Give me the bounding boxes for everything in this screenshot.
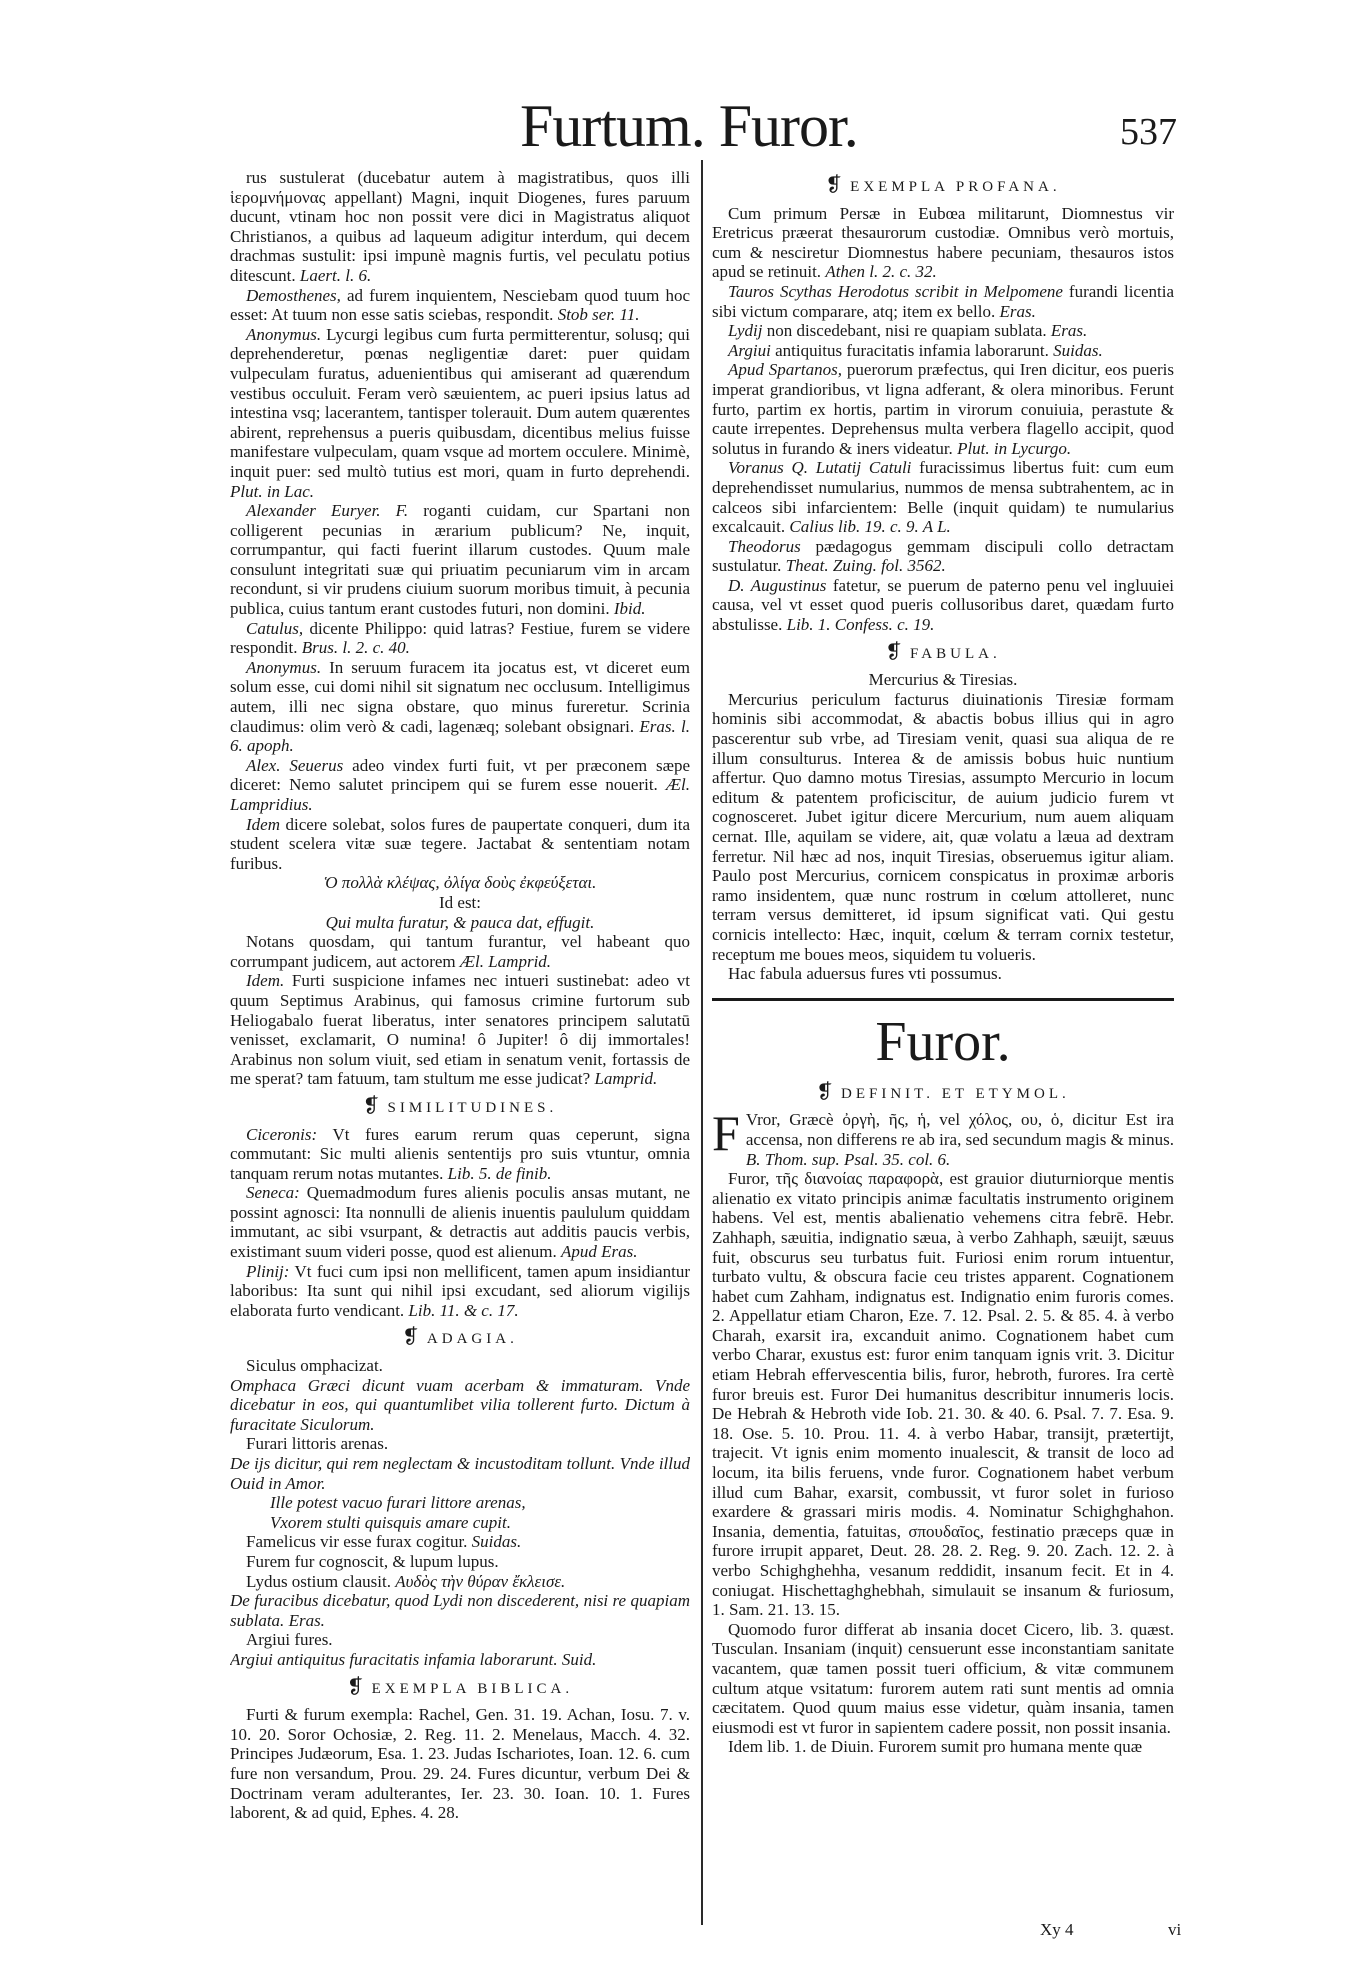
paragraph-text: fatetur, se puerum de paterno penu vel ingluuiei causa, vel vt esset quod pueris collusoribus daret, quædam furto abstulisse. <box>712 575 1174 635</box>
paragraph-text: Furor, τῆς διανοίας παραφορὰ, est grauior diuturniorque mentis alienatio ex vitato principis animæ facultatis instrumento originem habens. Vel est, mentis abalienatio vehemens citra febrē. Hebr. Zahhaph, sæuitia, indignatio sæua, à verbo Zahhaph, sæuijt, sæuus fuit, obscurus seu turbatus fuit. Furiosi enim rorum intuentur, turbato vultu, & obscura facie ceu tristes apparent. Cognationem habet cum Zahham, indignatus est. Indignatio enim furoris comes. 2. Appellatur etiam Charon, Eze. 7. 12. Psal. 2. 5. & 85. 4. à verbo Charah, exarsit ira, excanduit animo. Cognationem habet cum verbo Charar, exustus est: furor enim tanquam ignis vrit. 3. Dicitur etiam Hebrah effervescentia bilis, furor, hebroth, furores. Ira certè furor breuis est. Furor Dei humanitus describitur innumeris locis. De Hebrah & Hebroth vide Iob. 21. 30. & 40. 6. Psal. 7. 7. Esa. 9. 18. Ose. 5. 10. Prou. 11. 4. à verbo Habar, transijt, prætertijt, trajecit. Vt ignis enim momento inualescit, & transit de loco ad locum, ita bilis feruens, vnde furor. Cognationem habet verbum illud cum Bahar, exarsit, combussit, vt furor solet in furioso exardere & grassari miris modis. 4. Nominatur Schighghahon. Insania, dementia, fatuitas, σπουδαῖος, festinatio præceps quæ in furore irrupit apparet, Deut. 28. 28. 2. Reg. 9. 20. Zach. 12. 2. à verbo Schighghehha, vesanum reddidit, insanum fecit. Et in 4. coniugat. Hischettaghghebhah, simulauit se insanum & furiosum, 1. Sam. 21. 13. 15. <box>712 1169 1174 1620</box>
pilcrow-icon: ❡ <box>825 174 843 196</box>
lead-name: Idem. <box>246 971 285 991</box>
page-number: 537 <box>1120 111 1177 153</box>
citation: Lib. 5. de finib. <box>447 1163 552 1183</box>
adagium-item <box>230 1434 690 1454</box>
paragraph-text: pædagogus gemmam discipuli collo detractam sustulatur. <box>712 536 1174 576</box>
lead-name: Lydij <box>728 321 763 341</box>
paragraph-text: Quomodo furor differat ab insania docet Cicero, lib. 3. quæst. Tusculan. Insaniam (inquit) censuerunt esse inconstantiam sanitate vacantem, quæ tamen possit tueri officium, & vitæ communem cultum atque vsitatum: furorem autem rati sunt mentis ad omnia cæcitatem. Quod quum maius esse videtur, quàm insania, tamen eiusmodi est vt furor in sapientem cadere possit, non possit insania. <box>712 1619 1174 1737</box>
adagium-item <box>230 1591 690 1630</box>
pilcrow-icon: ❡ <box>885 640 903 663</box>
heading-fabula: ❡ FABULA. <box>885 640 1001 663</box>
paragraph-text: ad furem inquientem, Nesciebam quod tuum hoc esset: At tuum non esse satis sciebas, respondit. <box>230 285 690 325</box>
right-column <box>712 168 1174 1920</box>
profana-item <box>712 282 1174 321</box>
lead-name: Anonymus. <box>246 657 322 677</box>
paragraph-text: De furacibus dicebatur, quod Lydi non discederent, nisi re quapiam sublata. <box>230 1591 690 1630</box>
paragraph-text: Lydus ostium clausit. <box>246 1571 391 1591</box>
similitudo-item <box>230 1125 690 1184</box>
lead-name: D. Augustinus <box>728 575 827 595</box>
paragraph-text: Vt fuci cum ipsi non mellificent, tamen apum insidiantur laboribus: Ita sunt qui nihil ipsi excudant, sed aliorum vigilijs elaborata furto vendicant. <box>230 1261 690 1320</box>
citation: Suidas. <box>1053 340 1103 360</box>
paragraph-text: rus sustulerat (ducebatur autem à magistratibus, quos illi ἱερομνήμονας appellant) Magni, inquit Diogenes, fures paruum ducunt, vtinam hoc non possit vere dici in Magistratus aliquot Christianos, a quibus ad laqueum adigitur interdum, qui decem drachmas sustulit: ipsi impunè magnis furtis, vel peculatu potius ditescunt. <box>230 168 690 285</box>
adagia-list-c <box>230 1591 690 1669</box>
left-paragraphs-b <box>230 932 690 1089</box>
paragraph-text: antiquitus furacitatis infamia laborarunt. <box>775 340 1049 360</box>
paragraph-text: Vt fures earum rerum quas ceperunt, signa commutant: Sic multi alienis sententijs pro suis vtuntur, omnia tanquam rerum notas mutantes. <box>230 1124 690 1183</box>
lead-name: Plinij: <box>246 1261 290 1281</box>
paragraph-text: puerorum præfectus, qui Iren dicitur, eos pueris imperat grandioribus, vt ligna adferant, & olera minoribus. Ferunt furto, partim ex hortis, partim in virorum conuiuia, perastute & caute irrepentes. Deprehensus multa verbera flagello accipit, quod solutus in furando & iners videatur. <box>712 360 1174 458</box>
citation: Suid. <box>561 1649 597 1669</box>
paragraph-text: dicere solebat, solos fures de paupertate conqueri, dum ita student scelera vitæ suæ tegere. Jactabat & sententiam notam furibus. <box>230 814 690 873</box>
adagium-item <box>230 1552 690 1572</box>
citation: Æl. Lamprid. <box>459 951 552 971</box>
paragraph <box>230 658 690 756</box>
profana-item <box>712 341 1174 361</box>
adagia-list-b <box>230 1532 690 1591</box>
citation: Æl. Lampridius. <box>230 775 690 814</box>
citation: Ibid. <box>613 599 646 619</box>
fabula-paragraph: Mercurius periculum facturus diuinationis Tiresiæ formam hominis sibi accommodat, & abactis bobus illius qui in agro pascerentur sub vrbe, ad Tiresiam venit, quasi sua aliqua de re illum consulturus. Interea & de amissis bobus huic nuntium affertur. Quo damno motus Tiresias, assumpto Mercurio in locum editum & patentem proficiscitur, de auium judicio furem vt cognosceret. Jubet igitur dicere Mercurium, num auem aliquam cernat. Ille, aquilam se videre, ait, quæ volatu a læua ad dextram ferretur. Nil hæc ad nos, inquit Tiresias, obseruemus igitur aliam. Paulo post Mercurius, cornicem conspicatus in proximæ arboris ramo insidentem, quæ nunc rostrum in cœlum attolleret, nunc terram versus demitteret, id ipsum significat vati. Qui gestu cornicis intellecto: Hæc, inquit, cœlum & terram cornix testetur, receptum me boues meos, siquidem tu volueris. <box>712 689 1174 964</box>
similitudo-item <box>230 1262 690 1321</box>
lead-name: Seneca: <box>246 1183 300 1203</box>
citation: Eras. l. 6. apoph. <box>230 716 690 756</box>
paragraph-text: De ijs dicitur, qui rem neglectam & incustoditam tollunt. Vnde illud Ouid in Amor. <box>230 1454 690 1493</box>
profana-item <box>712 204 1174 282</box>
left-column <box>230 168 690 1920</box>
lead-name: Demosthenes, <box>246 285 341 305</box>
paragraph-text: Furem fur cognoscit, & lupum lupus. <box>246 1551 499 1571</box>
definit-list <box>712 1105 1174 1757</box>
adagium-item <box>230 1650 690 1670</box>
paragraph-text: Argiui fures. <box>246 1630 333 1650</box>
profana-item <box>712 458 1174 536</box>
adagia-list <box>230 1356 690 1493</box>
paragraph <box>230 815 690 874</box>
pilcrow-icon: ❡ <box>362 1094 380 1117</box>
lead-name: Tauros Scythas Herodotus scribit in Melpomene <box>728 281 1063 301</box>
column-divider <box>701 160 703 1925</box>
definition-paragraph <box>712 1620 1174 1738</box>
paragraph <box>230 932 690 971</box>
paragraph <box>230 501 690 619</box>
citation: Theat. Zuing. fol. 3562. <box>785 556 946 576</box>
adagium-item <box>230 1532 690 1552</box>
paragraph <box>230 168 690 286</box>
lead-name: Voranus Q. Lutatij Catuli <box>728 458 912 478</box>
profana-item <box>712 537 1174 576</box>
ovid-verse: Vxorem stulti quisquis amare cupit. <box>270 1512 511 1532</box>
adagium-item <box>230 1572 690 1592</box>
paragraph-text: Quemadmodum fures alienis poculis ansas mutant, ne possint agnosci: Ita nonnulli de alienis inuentis paululum quiddam immutant, ac sibi vsurpant, & detractis aut additis paucis verbis, existimant suum videri posse, quod est alienum. <box>230 1183 690 1262</box>
heading-definit: ❡ DEFINIT. ET ETYMOL. <box>816 1080 1070 1103</box>
latin-verse: Qui multa furatur, & pauca dat, effugit. <box>325 912 595 932</box>
pilcrow-icon: ❡ <box>346 1675 364 1698</box>
signature-mark: Xy 4 <box>1040 1920 1074 1939</box>
paragraph-text: Notans quosdam, qui tantum furantur, vel habeant quo corrumpant judicem, aut actorem <box>230 932 690 971</box>
citation: Laert. l. 6. <box>299 265 372 285</box>
citation: Stob ser. 11. <box>557 305 640 325</box>
lead-name: Theodorus <box>728 536 801 556</box>
citation: Eras. <box>1050 321 1088 341</box>
lead-name: Idem <box>246 814 280 834</box>
lead-name: Apud Spartanos, <box>728 360 842 380</box>
paragraph-text: adeo vindex furti fuit, vt per præconem sæpe diceret: Nemo salutet principem qui se furem esse nouerit. <box>230 755 690 795</box>
paragraph-text: furandi licentia sibi victum comparare, atq; item ex bello. <box>712 281 1174 321</box>
lead-name: Alex. Seuerus <box>246 755 344 775</box>
paragraph-text: Siculus omphacizat. <box>246 1356 383 1376</box>
ovid-verse: Ille potest vacuo furari littore arenas, <box>270 1493 526 1513</box>
paragraph-text: non discedebant, nisi re quapiam sublata. <box>766 321 1047 341</box>
running-title: Furtum. Furor. <box>520 93 858 159</box>
adagium-item <box>230 1356 690 1376</box>
paragraph-text: Furari littoris arenas. <box>246 1434 389 1454</box>
citation: Αυδὸς τὴν θύραν ἔκλεισε. <box>395 1571 566 1591</box>
paragraph-text: dicente Philippo: quid latras? Festiue, furem se videre respondit. <box>230 618 690 658</box>
citation: Lib. 1. Confess. c. 19. <box>786 615 935 635</box>
lead-name: Anonymus. <box>246 324 322 344</box>
heading-similitudines: ❡ SIMILITUDINES. <box>362 1094 558 1117</box>
fabula-moral: Hac fabula aduersus fures vti possumus. <box>728 964 1002 984</box>
citation: Suidas. <box>471 1532 522 1552</box>
similitudo-item <box>230 1183 690 1261</box>
paragraph <box>230 325 690 501</box>
paragraph <box>230 619 690 658</box>
definition-paragraph <box>712 1737 1174 1757</box>
paragraph-text: Lycurgi legibus cum furta permitterentur, solusq; qui deprehenderetur, pœnas negligentiæ daret: puer quidam vulpeculam furatus, aduenientibus qui amiserant ad quærendum vestibus occuluit. Feram verò sæuientem, ac pueri ipsius latus ad intestina vsq; lacerantem, tantisper tolerauit. Dum autem quærentes abirent, reprehensus a pueris quibusdam, dicentibus melius fuisse manifestare vulpeculam, quam vsque ad mortem occulere. Minimè, inquit puer: sed multò tutius est mori, quam in furto deprehendi. <box>230 324 690 481</box>
paragraph <box>230 756 690 815</box>
citation: Lamprid. <box>594 1069 658 1089</box>
section-rule <box>712 998 1174 1001</box>
profana-item <box>712 360 1174 458</box>
fabula-title: Mercurius & Tiresias. <box>868 670 1018 690</box>
lead-name: Ciceronis: <box>246 1124 318 1144</box>
biblica-paragraph: Furti & furum exempla: Rachel, Gen. 31. 19. Achan, Iosu. 7. v. 10. 20. Soror Ochosiæ, 2. Reg. 11. 2. Menelaus, Macch. 4. 32. Principes Judæorum, Esa. 1. 23. Judas Ischariotes, Ioan. 12. 6. cum fure non versandum, Prou. 29. 24. Fures dicuntur, verbum Dei & Doctrinam veram adulterantes, Ier. 23. 30. Ioan. 10. 1. Fures laborent, & ad quid, Ephes. 4. 28. <box>230 1705 690 1823</box>
adagium-item <box>230 1376 690 1435</box>
heading-profana: ❡ EXEMPLA PROFANA. <box>825 174 1061 196</box>
citation: Athen l. 2. c. 32. <box>825 262 937 282</box>
lead-name: Alexander Euryer. F. <box>246 501 409 521</box>
adagium-item <box>230 1630 690 1650</box>
greek-line: Ὁ πολλὰ κλέψας, ὀλίγα δοὺς ἐκφεύξεται. <box>323 873 597 893</box>
id-est: Id est: <box>438 892 482 912</box>
paragraph-text: In seruum furacem ita jocatus est, vt diceret eum solum esse, cui domi nihil sit signatum nec occlusum. Intelligimus autem, illi nec signa obstare, quo minus fureretur. Scrinia claudimus: olim verò & cadi, lagenæq; solebant obsignari. <box>230 657 690 736</box>
heading-biblica: ❡ EXEMPLA BIBLICA. <box>346 1675 574 1698</box>
paragraph-text: Argiui antiquitus furacitatis infamia laborarunt. <box>230 1649 558 1669</box>
citation: Brus. l. 2. c. 40. <box>301 638 410 658</box>
paragraph <box>230 971 690 1089</box>
citation: Calius lib. 19. c. 9. A L. <box>789 517 951 537</box>
citation: Eras. <box>999 301 1036 321</box>
profana-item <box>712 576 1174 635</box>
paragraph-text: Omphaca Græci dicunt vuam acerbam & immaturam. Vnde dicebatur in eos, qui quantumlibet vilia tollerent furto. Dictum à furacitate Siculorum. <box>230 1375 690 1434</box>
section-title-furor: Furor. <box>875 1010 1011 1073</box>
profana-list <box>712 204 1174 635</box>
left-paragraphs <box>230 168 690 873</box>
citation: B. Thom. sup. Psal. 35. col. 6. <box>745 1149 951 1169</box>
pilcrow-icon: ❡ <box>402 1326 419 1349</box>
citation: Plut. in Lycurgo. <box>957 438 1072 458</box>
citation: Plut. in Lac. <box>230 481 315 501</box>
paragraph-text: furacissimus libertus fuit: cum eum deprehendisset numularius, nummos de mensa subtrahentem, ac in calceos sibi infarcientem: Belle (inquit quidam) te numularius excalcauit. <box>712 458 1174 537</box>
paragraph-text: Cum primum Persæ in Eubœa militarunt, Diomnestus vir Eretricus præerat thesaurorum custodiæ. Omnibus verò mortuis, cum & nesciretur Diomnestus habere pecuniam, thesauros istos apud se retinuit. <box>712 203 1174 282</box>
pilcrow-icon: ❡ <box>816 1080 833 1103</box>
paragraph-text: Idem lib. 1. de Diuin. Furorem sumit pro humana mente quæ <box>728 1737 1143 1757</box>
paragraph <box>230 286 690 325</box>
paragraph-text: Vror, Græcè ὀργὴ, ῆς, ἡ, vel χόλος, ου, ὁ, dicitur Est ira accensa, non differens re ab ira, sed secundum magis & minus. <box>745 1110 1174 1149</box>
paragraph-text: Furti suspicione infames nec intueri sustinebat: adeo vt quum Septimus Arabinus, qui famosus crimine furtorum sub Heliogabalo fuerat liberatus, inter senatores principem salutatū venisset, exclamarit, O numina! ô Jupiter! ô dij immortales! Arabinus non solum viuit, sed etiam in senatum venit, fortassis de me sperat? tam fatuum, tam stultum me esse judicat? <box>230 971 690 1089</box>
lead-name: Argiui <box>728 340 771 360</box>
definition-paragraph <box>712 1169 1174 1620</box>
heading-adagia: ❡ ADAGIA. <box>402 1326 518 1349</box>
lead-name: Catulus, <box>246 618 304 638</box>
paragraph-text: Famelicus vir esse furax cogitur. <box>246 1532 468 1552</box>
definition-paragraph <box>712 1105 1174 1169</box>
profana-item <box>712 321 1174 341</box>
drop-cap: F <box>712 1105 740 1162</box>
citation: Lib. 11. & c. 17. <box>408 1300 519 1320</box>
citation: Eras. <box>288 1610 325 1630</box>
citation: Apud Eras. <box>561 1242 638 1262</box>
catchword: vi <box>1168 1920 1182 1939</box>
paragraph-text: roganti cuidam, cur Spartani non colligerent pecunias in ærarium publicum? Ne, inquit, corrumpantur, qui facti fuerint illarum custodes. Quum male consulunt integritati suæ qui priuatim pecuniarum vim in arcam recondunt, si vir prudens ciuium suorum moribus timuit, à pecunia publica, cuius tantum erant custodes futuri, non domini. <box>230 501 690 619</box>
similitudines-list <box>230 1125 690 1321</box>
ovid-verses <box>230 1493 690 1532</box>
adagium-item <box>230 1454 690 1493</box>
